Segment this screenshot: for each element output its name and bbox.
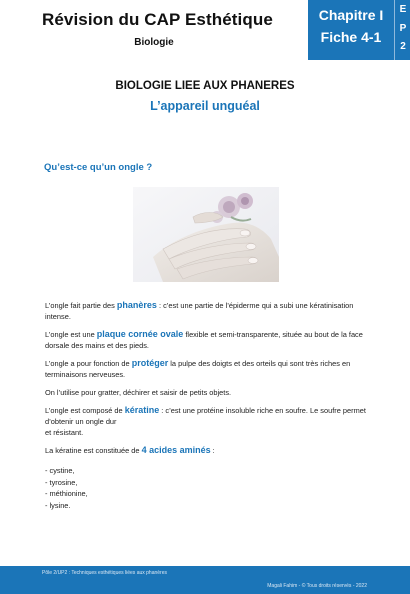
list-item: - cystine, bbox=[45, 466, 75, 475]
text-segment: et résistant. bbox=[45, 428, 84, 437]
section-title: BIOLOGIE LIEE AUX PHANERES bbox=[115, 80, 295, 92]
text-segment: L’ongle est une bbox=[45, 330, 97, 339]
text-segment: L’ongle a pour fonction de bbox=[45, 359, 132, 368]
hand-illustration bbox=[133, 187, 279, 282]
paragraph bbox=[45, 329, 375, 351]
footer-copyright: Magali Fahim - © Tous droits réservés - 2022 bbox=[267, 583, 367, 589]
paragraph bbox=[45, 445, 375, 456]
chapter-label: Chapitre I bbox=[318, 7, 384, 23]
chapter-box bbox=[308, 0, 394, 60]
document-title: Révision du CAP Esthétique bbox=[42, 10, 273, 29]
amino-acid-list bbox=[45, 465, 375, 511]
question-heading: Qu’est-ce qu’un ongle ? bbox=[44, 162, 153, 173]
content-body bbox=[45, 300, 375, 511]
footer-course-label: Pôle 2/UP2 : Techniques esthétiques liées aux phanères bbox=[42, 570, 167, 576]
paragraph: On l’utilise pour gratter, déchirer et saisir de petits objets. bbox=[45, 388, 232, 397]
text-segment: la pulpe des doigts et des orteils qui sont très riches en terminaisons nerveuses. bbox=[45, 359, 351, 379]
paragraph bbox=[45, 300, 375, 322]
paragraph bbox=[45, 358, 375, 380]
text-segment: La kératine est constituée de bbox=[45, 446, 142, 455]
page-footer bbox=[0, 566, 410, 594]
header-title-area bbox=[0, 0, 308, 60]
keyword: plaque cornée ovale bbox=[96, 329, 184, 339]
list-item: - tyrosine, bbox=[45, 477, 78, 487]
text-segment: flexible et semi-transparente, située au bout de la face dorsale des mains et des pieds. bbox=[45, 330, 363, 350]
sheet-label: Fiche 4-1 bbox=[320, 29, 382, 45]
keyword: phanères bbox=[116, 300, 157, 310]
document-subtitle: Biologie bbox=[134, 37, 174, 48]
hand-nails-photo bbox=[133, 187, 279, 282]
keyword: protéger bbox=[131, 358, 169, 368]
section-subtitle: L’appareil unguéal bbox=[150, 99, 260, 113]
list-item: - lysine. bbox=[45, 500, 71, 510]
page-header bbox=[0, 0, 410, 60]
text-segment: L’ongle est composé de bbox=[45, 406, 125, 415]
ep-letter: 2 bbox=[400, 41, 406, 52]
text-segment: : c’est une protéine insoluble riche en soufre. Le soufre permet d’obtenir un ongle dur bbox=[45, 406, 366, 426]
ep-letter: E bbox=[399, 4, 407, 15]
text-segment: : c’est une partie de l’épiderme qui a subi une kératinisation intense. bbox=[45, 301, 354, 321]
keyword: 4 acides aminés bbox=[141, 445, 211, 455]
list-item: - méthionine, bbox=[45, 489, 88, 498]
paragraph bbox=[45, 405, 375, 438]
keyword: kératine bbox=[124, 405, 160, 415]
ep-letter: P bbox=[399, 23, 407, 34]
text-segment: L’ongle fait partie des bbox=[45, 301, 117, 310]
text-segment: : bbox=[210, 446, 215, 455]
ep-tab bbox=[394, 0, 410, 60]
